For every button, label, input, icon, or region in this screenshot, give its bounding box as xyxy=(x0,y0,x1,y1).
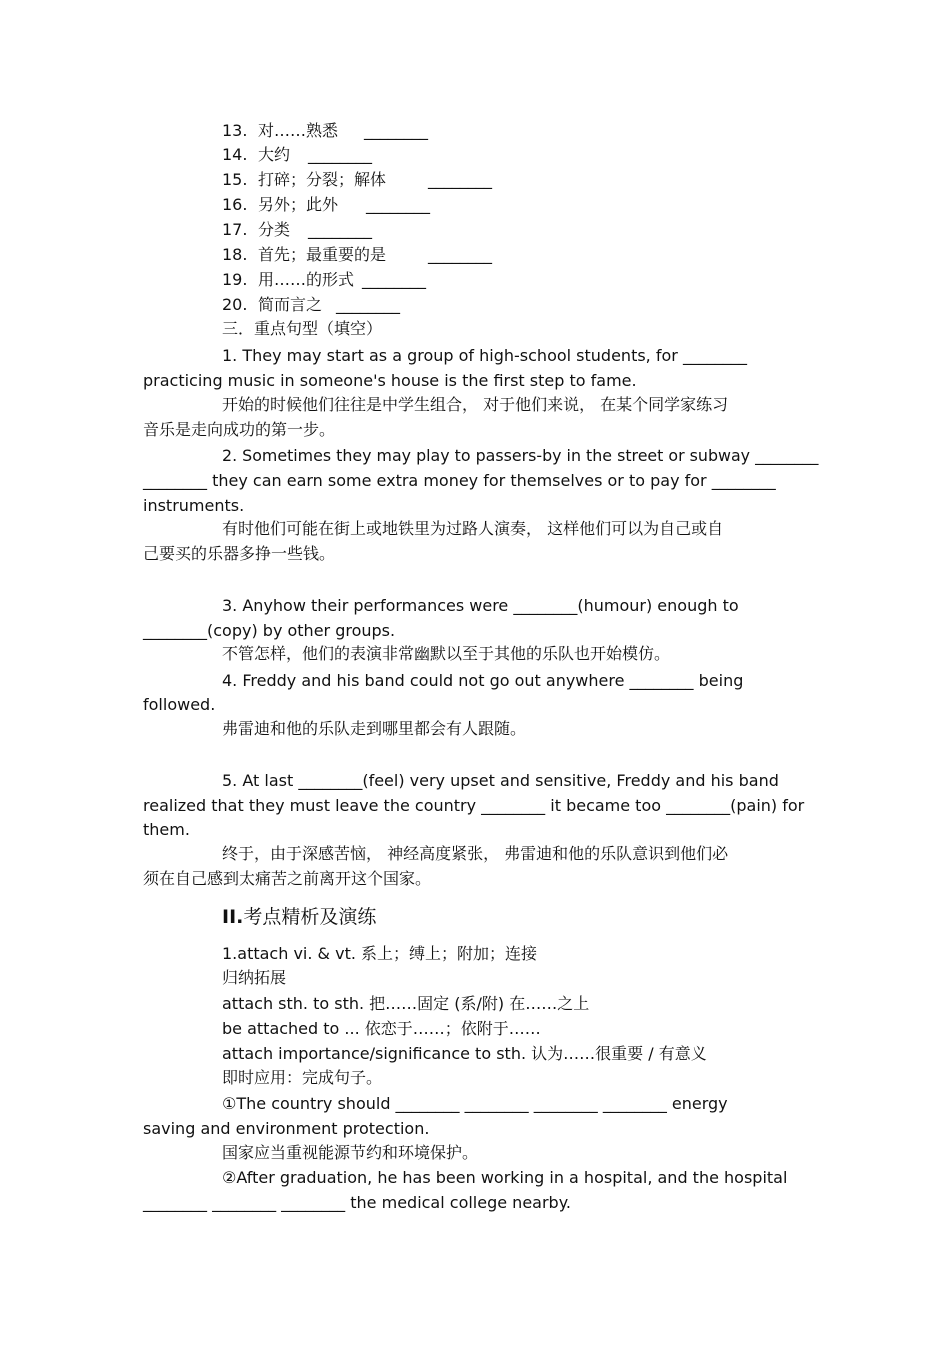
answer-blank[interactable]: ________ xyxy=(336,295,401,314)
question-2-line-2: ________ ________ ________ the medical college nearby. xyxy=(143,1193,571,1212)
item-number: 18. xyxy=(222,245,248,264)
item-number: 20. xyxy=(222,295,248,314)
question-2-line-1: ②After graduation, he has been working in a hospital, and the hospital xyxy=(222,1168,788,1187)
question-1-translation: 国家应当重视能源节约和环境保护。 xyxy=(222,1143,479,1162)
part-2-heading xyxy=(222,905,376,929)
item-chinese: 简而言之 xyxy=(258,295,323,314)
sentence-3-line-1: 3. Anyhow their performances were ________(humour) enough to xyxy=(222,596,739,615)
answer-blank[interactable]: ________ xyxy=(428,170,493,189)
attach-phrase-3: attach importance/significance to sth. 认为……很重要 / 有意义 xyxy=(222,1044,707,1063)
attach-phrase-1: attach sth. to sth. 把……固定 (系/附) 在……之上 xyxy=(222,994,590,1013)
sentence-5-line-1: 5. At last ________(feel) very upset and sensitive, Freddy and his band xyxy=(222,771,779,790)
attach-phrase-2: be attached to ... 依恋于……；依附于…… xyxy=(222,1019,541,1038)
vocab-item-15 xyxy=(222,170,492,190)
question-1-line-2: saving and environment protection. xyxy=(143,1119,430,1138)
answer-blank[interactable]: ________ xyxy=(366,195,431,214)
item-number: 14. xyxy=(222,145,248,164)
sentence-4-translation-1: 弗雷迪和他的乐队走到哪里都会有人跟随。 xyxy=(222,719,527,738)
part-2-title: 考点精析及演练 xyxy=(243,906,377,928)
item-number: 15. xyxy=(222,170,248,189)
item-chinese: 大约 xyxy=(258,145,291,164)
vocab-item-20 xyxy=(222,295,400,315)
answer-blank[interactable]: ________ xyxy=(364,121,429,140)
item-number: 19. xyxy=(222,270,248,289)
vocab-item-13 xyxy=(222,121,428,141)
item-chinese: 分类 xyxy=(258,220,291,239)
sentence-2-translation-2: 己要买的乐器多挣一些钱。 xyxy=(143,544,336,563)
sentence-2-line-1: 2. Sometimes they may play to passers-by in the street or subway ________ xyxy=(222,446,819,465)
sentence-5-line-3: them. xyxy=(143,820,190,839)
sentence-2-line-2: ________ they can earn some extra money for themselves or to pay for ________ xyxy=(143,471,776,490)
sentence-2-line-3: instruments. xyxy=(143,496,245,515)
attach-head: 1.attach vi. & vt. 系上；缚上；附加；连接 xyxy=(222,944,538,963)
answer-blank[interactable]: ________ xyxy=(308,145,373,164)
sentence-5-translation-1: 终于，由于深感苦恼， 神经高度紧张， 弗雷迪和他的乐队意识到他们必 xyxy=(222,844,729,863)
section-heading: 三．重点句型（填空） xyxy=(222,319,383,338)
answer-blank[interactable]: ________ xyxy=(308,220,373,239)
question-1-line-1: ①The country should ________ ________ ________ ________ energy xyxy=(222,1094,728,1113)
vocab-item-16 xyxy=(222,195,430,215)
item-chinese: 对……熟悉 xyxy=(258,121,339,140)
item-chinese: 用……的形式 xyxy=(258,270,355,289)
vocab-item-17 xyxy=(222,220,372,240)
sentence-1-line-2: practicing music in someone's house is the first step to fame. xyxy=(143,371,637,390)
sentence-5-translation-2: 须在自己感到太痛苦之前离开这个国家。 xyxy=(143,869,432,888)
vocab-item-14 xyxy=(222,145,372,165)
attach-summary-label: 归纳拓展 xyxy=(222,968,287,987)
sentence-1-translation-1: 开始的时候他们往往是中学生组合， 对于他们来说， 在某个同学家练习 xyxy=(222,395,729,414)
answer-blank[interactable]: ________ xyxy=(428,245,493,264)
sentence-1-line-1: 1. They may start as a group of high-school students, for ________ xyxy=(222,346,747,365)
item-chinese: 另外；此外 xyxy=(258,195,339,214)
sentence-5-line-2: realized that they must leave the country ________ it became too ________(pain) for xyxy=(143,796,805,815)
part-2-roman-numeral: II. xyxy=(222,906,244,928)
sentence-4-line-2: followed. xyxy=(143,695,216,714)
item-chinese: 首先；最重要的是 xyxy=(258,245,387,264)
sentence-4-line-1: 4. Freddy and his band could not go out anywhere ________ being xyxy=(222,671,744,690)
sentence-1-translation-2: 音乐是走向成功的第一步。 xyxy=(143,420,336,439)
item-number: 13. xyxy=(222,121,248,140)
sentence-2-translation-1: 有时他们可能在街上或地铁里为过路人演奏， 这样他们可以为自己或自 xyxy=(222,519,724,538)
sentence-3-translation-1: 不管怎样，他们的表演非常幽默以至于其他的乐队也开始模仿。 xyxy=(222,644,671,663)
item-number: 17. xyxy=(222,220,248,239)
sentence-3-line-2: ________(copy) by other groups. xyxy=(143,621,396,640)
vocab-item-18 xyxy=(222,245,492,265)
answer-blank[interactable]: ________ xyxy=(362,270,427,289)
vocab-item-19 xyxy=(222,270,426,290)
item-chinese: 打碎；分裂；解体 xyxy=(258,170,387,189)
item-number: 16. xyxy=(222,195,248,214)
practice-label: 即时应用：完成句子。 xyxy=(222,1068,383,1087)
